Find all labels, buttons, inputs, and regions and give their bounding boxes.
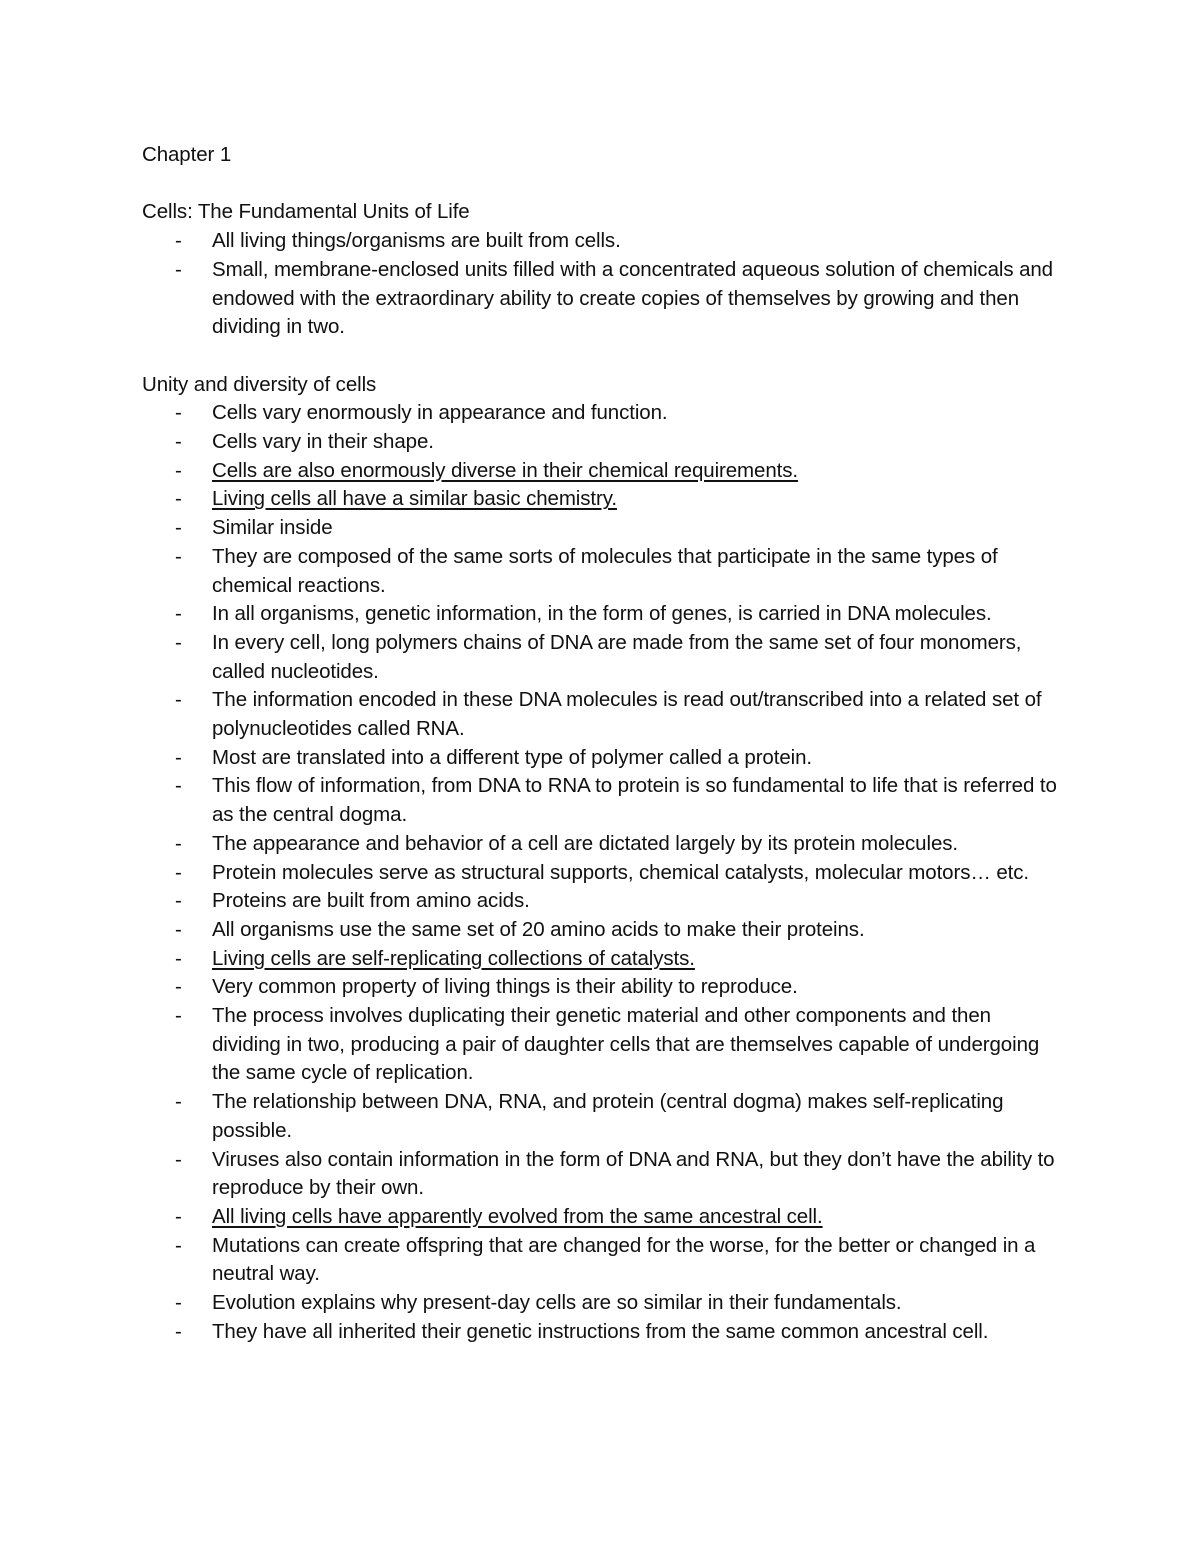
section-heading: Unity and diversity of cells (142, 372, 377, 396)
sections-container (142, 198, 1062, 1346)
bullet-dash: - (175, 630, 182, 654)
bullet-text: This flow of information, from DNA to RNA to protein is so fundamental to life that is referred to as the central dogma. (212, 774, 1057, 827)
section-heading: Cells: The Fundamental Units of Life (142, 200, 470, 224)
bullet-text: Cells vary in their shape. (212, 430, 434, 453)
bullet-text-underlined: Living cells are self-replicating collections of catalysts. (212, 946, 695, 970)
bullet-text: Evolution explains why present-day cells are so similar in their fundamentals. (212, 1291, 902, 1315)
bullet-item (142, 1289, 1062, 1318)
bullet-item (142, 859, 1062, 888)
bullet-text: Viruses also contain information in the form of DNA and RNA, but they don’t have the ability to reproduce by their own. (212, 1147, 1055, 1200)
bullet-dash: - (175, 688, 182, 712)
bullet-item (142, 945, 1062, 974)
bullet-item (142, 1146, 1062, 1203)
bullet-item (142, 916, 1062, 945)
bullet-text-underlined: Living cells all have a similar basic chemistry. (212, 487, 617, 511)
bullet-item (142, 686, 1062, 743)
bullet-item (142, 1318, 1062, 1347)
bullet-dash: - (175, 1291, 182, 1315)
bullet-list (142, 399, 1062, 1346)
bullet-dash: - (175, 1319, 182, 1343)
section-1 (142, 198, 1062, 342)
document-body (142, 141, 1062, 1375)
bullet-item (142, 227, 1062, 256)
bullet-item (142, 457, 1062, 486)
bullet-item (142, 887, 1062, 916)
bullet-text: Small, membrane-enclosed units filled with a concentrated aqueous solution of chemicals and endowed with the extraordinary ability to create copies of themselves by growing and then dividing in two. (212, 257, 1053, 339)
bullet-dash: - (175, 487, 182, 511)
bullet-dash: - (175, 229, 182, 253)
bullet-text-underlined: All living cells have apparently evolved from the same ancestral cell. (212, 1204, 823, 1228)
bullet-dash: - (175, 257, 182, 281)
bullet-dash: - (175, 917, 182, 941)
bullet-text: Mutations can create offspring that are changed for the worse, for the better or changed in a neutral way. (212, 1233, 1036, 1286)
bullet-dash: - (175, 745, 182, 769)
bullet-text: The process involves duplicating their genetic material and other components and then dividing in two, producing a pair of daughter cells that are themselves capable of undergoing the same cycle of replication. (212, 1004, 1040, 1085)
bullet-text: Protein molecules serve as structural supports, chemical catalysts, molecular motors… etc. (212, 860, 1029, 884)
bullet-item (142, 1203, 1062, 1232)
bullet-item (142, 1002, 1062, 1088)
bullet-item (142, 428, 1062, 457)
bullet-dash: - (175, 1004, 182, 1028)
bullet-item (142, 629, 1062, 686)
section-2 (142, 371, 1062, 1347)
bullet-item (142, 1232, 1062, 1289)
bullet-text: The appearance and behavior of a cell are dictated largely by its protein molecules. (212, 831, 958, 855)
bullet-text: They are composed of the same sorts of molecules that participate in the same types of chemical reactions. (212, 544, 998, 597)
bullet-dash: - (175, 774, 182, 798)
bullet-list (142, 227, 1062, 342)
bullet-text-underlined: Cells are also enormously diverse in their chemical requirements. (212, 458, 798, 482)
bullet-item (142, 744, 1062, 773)
bullet-text: The information encoded in these DNA molecules is read out/transcribed into a related set of polynucleotides called RNA. (212, 688, 1042, 741)
bullet-dash: - (175, 516, 182, 540)
bullet-item (142, 772, 1062, 829)
bullet-dash: - (175, 946, 182, 970)
bullet-text: Similar inside (212, 516, 333, 540)
bullet-dash: - (175, 831, 182, 855)
bullet-dash: - (175, 401, 182, 425)
bullet-dash: - (175, 860, 182, 884)
bullet-dash: - (175, 544, 182, 568)
bullet-dash: - (175, 1233, 182, 1257)
bullet-text: All living things/organisms are built from cells. (212, 229, 621, 253)
bullet-item (142, 973, 1062, 1002)
bullet-item (142, 543, 1062, 600)
bullet-text: Cells vary enormously in appearance and function. (212, 401, 668, 425)
bullet-dash: - (175, 602, 182, 626)
bullet-item (142, 514, 1062, 543)
bullet-dash: - (175, 430, 182, 453)
bullet-text: All organisms use the same set of 20 amino acids to make their proteins. (212, 917, 865, 941)
bullet-text: Most are translated into a different type of polymer called a protein. (212, 745, 812, 769)
bullet-item (142, 600, 1062, 629)
bullet-text: Proteins are built from amino acids. (212, 889, 530, 913)
bullet-text: They have all inherited their genetic instructions from the same common ancestral cell. (212, 1319, 989, 1343)
bullet-dash: - (175, 458, 182, 482)
chapter-title: Chapter 1 (142, 143, 232, 166)
bullet-dash: - (175, 1147, 182, 1171)
bullet-text: In every cell, long polymers chains of DNA are made from the same set of four monomers, called nucleotides. (212, 630, 1022, 683)
bullet-item (142, 485, 1062, 514)
bullet-text: Very common property of living things is their ability to reproduce. (212, 975, 798, 999)
bullet-text: In all organisms, genetic information, in the form of genes, is carried in DNA molecules. (212, 602, 992, 626)
bullet-dash: - (175, 889, 182, 913)
bullet-item (142, 830, 1062, 859)
bullet-item (142, 399, 1062, 428)
bullet-item (142, 1088, 1062, 1145)
bullet-dash: - (175, 1204, 182, 1228)
bullet-dash: - (175, 1090, 182, 1114)
bullet-dash: - (175, 975, 182, 999)
bullet-text: The relationship between DNA, RNA, and protein (central dogma) makes self-replicating possible. (212, 1090, 1004, 1142)
bullet-item (142, 256, 1062, 342)
